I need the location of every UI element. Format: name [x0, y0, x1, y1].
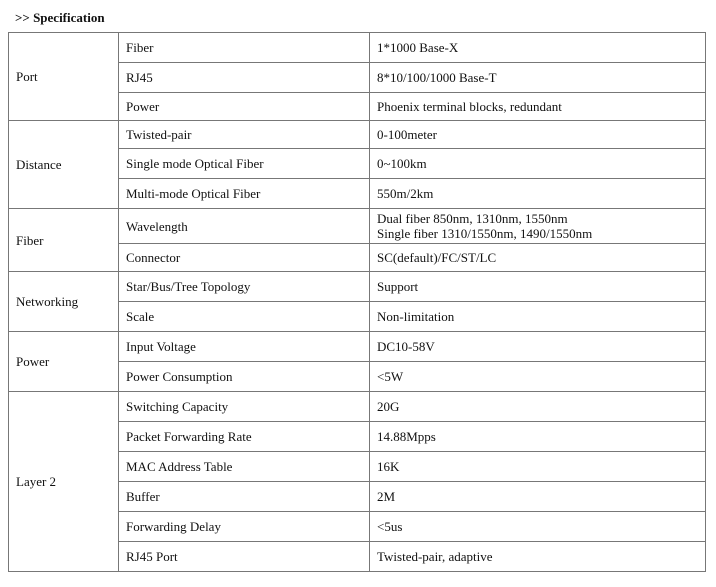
spec-value: SC(default)/FC/ST/LC — [370, 244, 706, 272]
spec-label: Input Voltage — [119, 332, 370, 362]
spec-value-line: Single fiber 1310/1550nm, 1490/1550nm — [377, 226, 593, 241]
spec-value: <5us — [370, 512, 706, 542]
spec-value: 8*10/100/1000 Base-T — [370, 63, 706, 93]
spec-value: Support — [370, 272, 706, 302]
section-heading: >> Specification — [15, 10, 105, 25]
spec-label: RJ45 — [119, 63, 370, 93]
spec-value-line: Dual fiber 850nm, 1310nm, 1550nm — [377, 211, 568, 226]
spec-label: Star/Bus/Tree Topology — [119, 272, 370, 302]
spec-label: Power — [119, 93, 370, 121]
spec-value: 0~100km — [370, 149, 706, 179]
specification-table — [8, 32, 706, 572]
spec-value: 14.88Mpps — [370, 422, 706, 452]
group-label-distance: Distance — [9, 121, 119, 209]
spec-label: MAC Address Table — [119, 452, 370, 482]
spec-value: <5W — [370, 362, 706, 392]
table-row — [9, 392, 706, 422]
spec-label: Fiber — [119, 33, 370, 63]
spec-label: Power Consumption — [119, 362, 370, 392]
group-label-port: Port — [9, 33, 119, 121]
spec-label: Forwarding Delay — [119, 512, 370, 542]
spec-label: Multi-mode Optical Fiber — [119, 179, 370, 209]
spec-value: 16K — [370, 452, 706, 482]
spec-label: Twisted-pair — [119, 121, 370, 149]
spec-label: Buffer — [119, 482, 370, 512]
table-row — [9, 272, 706, 302]
group-label-fiber: Fiber — [9, 209, 119, 272]
spec-value: Twisted-pair, adaptive — [370, 542, 706, 572]
spec-value — [370, 209, 706, 244]
spec-label: Packet Forwarding Rate — [119, 422, 370, 452]
spec-value: DC10-58V — [370, 332, 706, 362]
table-row — [9, 209, 706, 244]
spec-value: 1*1000 Base-X — [370, 33, 706, 63]
group-label-networking: Networking — [9, 272, 119, 332]
table-row — [9, 121, 706, 149]
table-row — [9, 33, 706, 63]
group-label-power: Power — [9, 332, 119, 392]
spec-value: 20G — [370, 392, 706, 422]
spec-value: Non-limitation — [370, 302, 706, 332]
spec-value: Phoenix terminal blocks, redundant — [370, 93, 706, 121]
spec-value: 550m/2km — [370, 179, 706, 209]
group-label-layer-2: Layer 2 — [9, 392, 119, 572]
spec-label: Connector — [119, 244, 370, 272]
spec-value: 2M — [370, 482, 706, 512]
spec-label: RJ45 Port — [119, 542, 370, 572]
spec-label: Wavelength — [119, 209, 370, 244]
spec-label: Single mode Optical Fiber — [119, 149, 370, 179]
spec-label: Switching Capacity — [119, 392, 370, 422]
table-row — [9, 332, 706, 362]
spec-label: Scale — [119, 302, 370, 332]
spec-value: 0-100meter — [370, 121, 706, 149]
